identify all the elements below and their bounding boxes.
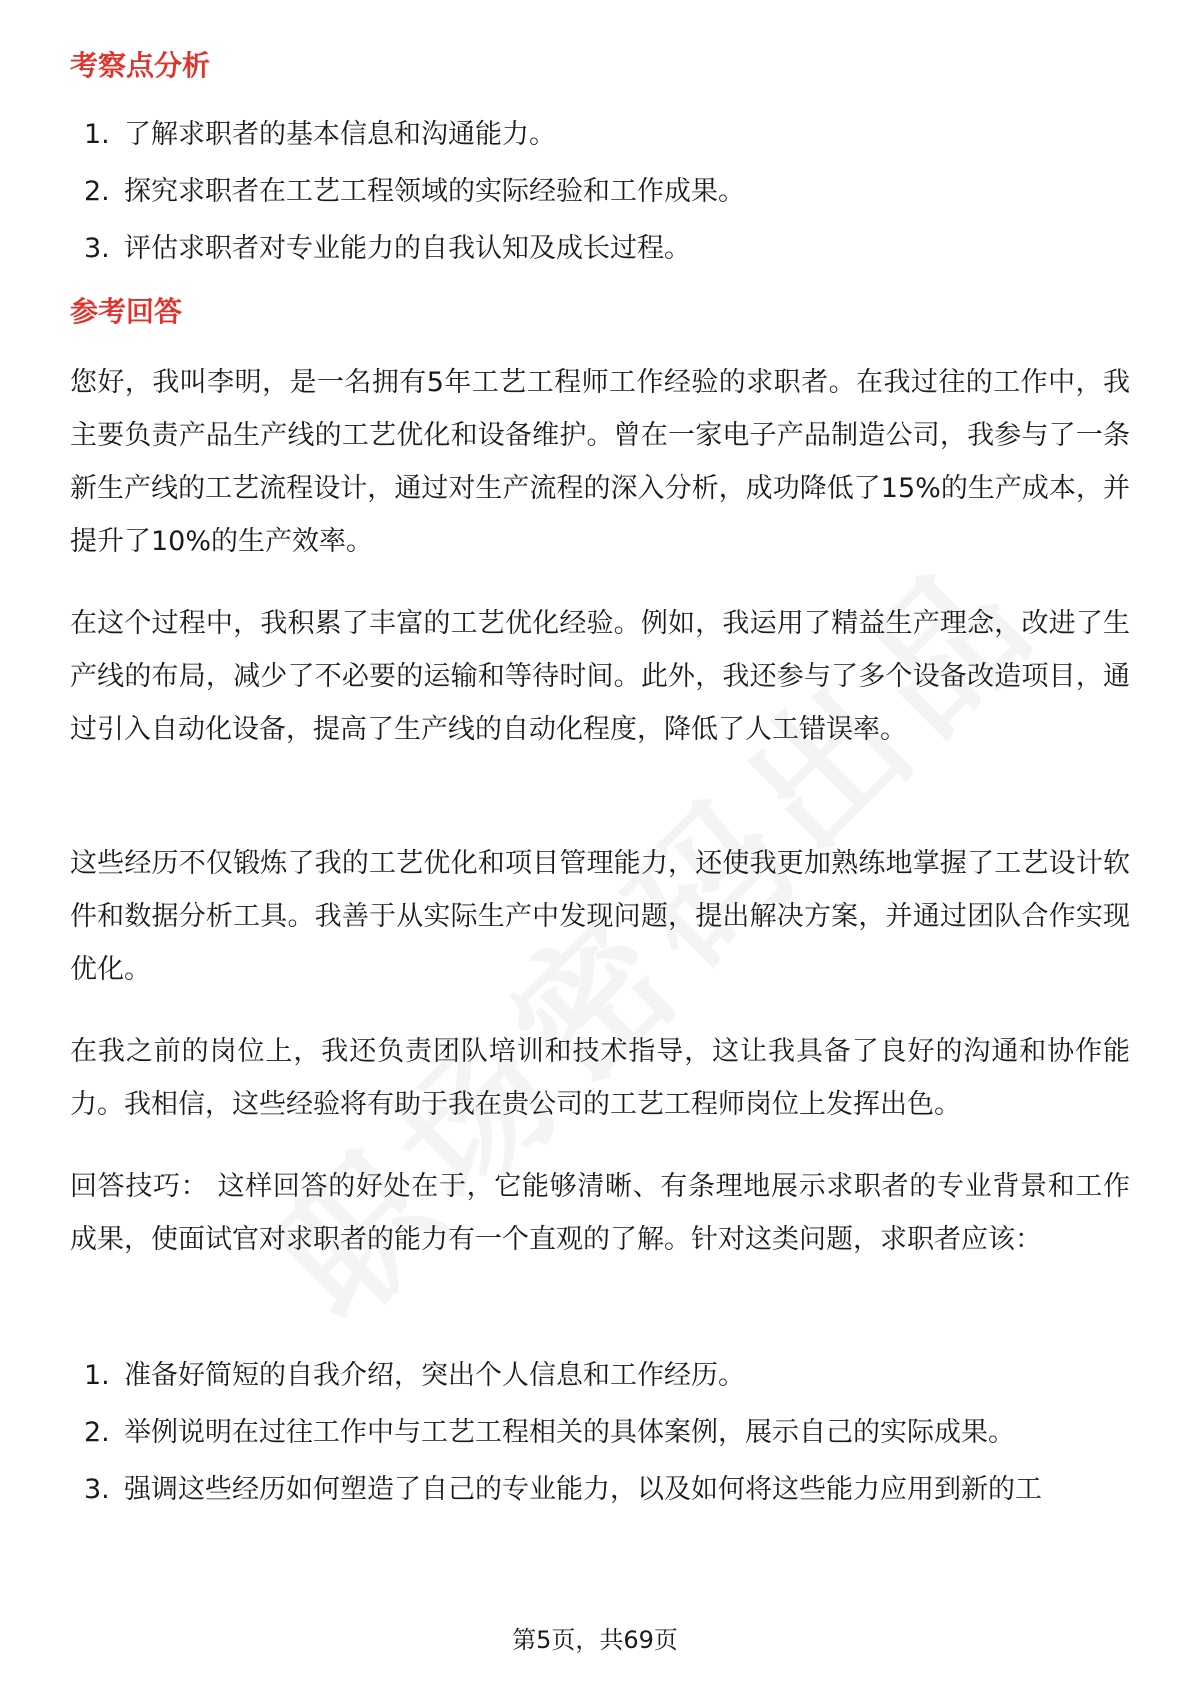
list-item-number: 1. xyxy=(84,119,110,150)
list-item-text: 强调这些经历如何塑造了自己的专业能力，以及如何将这些能力应用到新的工 xyxy=(124,1474,1042,1505)
list-item-number: 2. xyxy=(84,1417,110,1448)
analysis-list xyxy=(84,115,1134,286)
answer-paragraph-4: 在我之前的岗位上，我还负责团队培训和技术指导，这让我具备了良好的沟通和协作能力。我相信，这些经验将有助于我在贵公司的工艺工程师岗位上发挥出色。 xyxy=(70,1036,1130,1120)
tips-list xyxy=(84,1356,1134,1527)
list-item-text: 了解求职者的基本信息和沟通能力。 xyxy=(124,119,556,150)
list-item-text: 评估求职者对专业能力的自我认知及成长过程。 xyxy=(124,233,691,264)
list-item-number: 1. xyxy=(84,1360,110,1391)
list-item xyxy=(84,172,1134,212)
list-item-text: 探究求职者在工艺工程领域的实际经验和工作成果。 xyxy=(124,176,745,207)
list-item-text: 举例说明在过往工作中与工艺工程相关的具体案例，展示自己的实际成果。 xyxy=(124,1417,1015,1448)
list-item-number: 3. xyxy=(84,233,110,264)
list-item xyxy=(84,1356,1134,1396)
analysis-heading: 考察点分析 xyxy=(70,49,211,82)
answer-tips-paragraph: 回答技巧： 这样回答的好处在于，它能够清晰、有条理地展示求职者的专业背景和工作成果，使面试官对求职者的能力有一个直观的了解。针对这类问题，求职者应该： xyxy=(70,1171,1130,1255)
list-item xyxy=(84,1470,1134,1510)
page-number-footer: 第5页，共69页 xyxy=(512,1626,678,1654)
list-item xyxy=(84,1413,1134,1453)
answer-paragraph-1: 您好，我叫李明，是一名拥有5年工艺工程师工作经验的求职者。在我过往的工作中，我主要负责产品生产线的工艺优化和设备维护。曾在一家电子产品制造公司，我参与了一条新生产线的工艺流程设计，通过对生产流程的深入分析，成功降低了15%的生产成本，并提升了10%的生产效率。 xyxy=(70,367,1130,557)
list-item xyxy=(84,229,1134,269)
list-item-number: 3. xyxy=(84,1474,110,1505)
list-item xyxy=(84,115,1134,155)
list-item-number: 2. xyxy=(84,176,110,207)
answer-paragraph-2: 在这个过程中，我积累了丰富的工艺优化经验。例如，我运用了精益生产理念，改进了生产线的布局，减少了不必要的运输和等待时间。此外，我还参与了多个设备改造项目，通过引入自动化设备，提高了生产线的自动化程度，降低了人工错误率。 xyxy=(70,608,1130,745)
list-item-text: 准备好简短的自我介绍，突出个人信息和工作经历。 xyxy=(124,1360,745,1391)
answer-heading: 参考回答 xyxy=(70,295,183,328)
answer-paragraph-3: 这些经历不仅锻炼了我的工艺优化和项目管理能力，还使我更加熟练地掌握了工艺设计软件和数据分析工具。我善于从实际生产中发现问题，提出解决方案，并通过团队合作实现优化。 xyxy=(70,848,1130,985)
